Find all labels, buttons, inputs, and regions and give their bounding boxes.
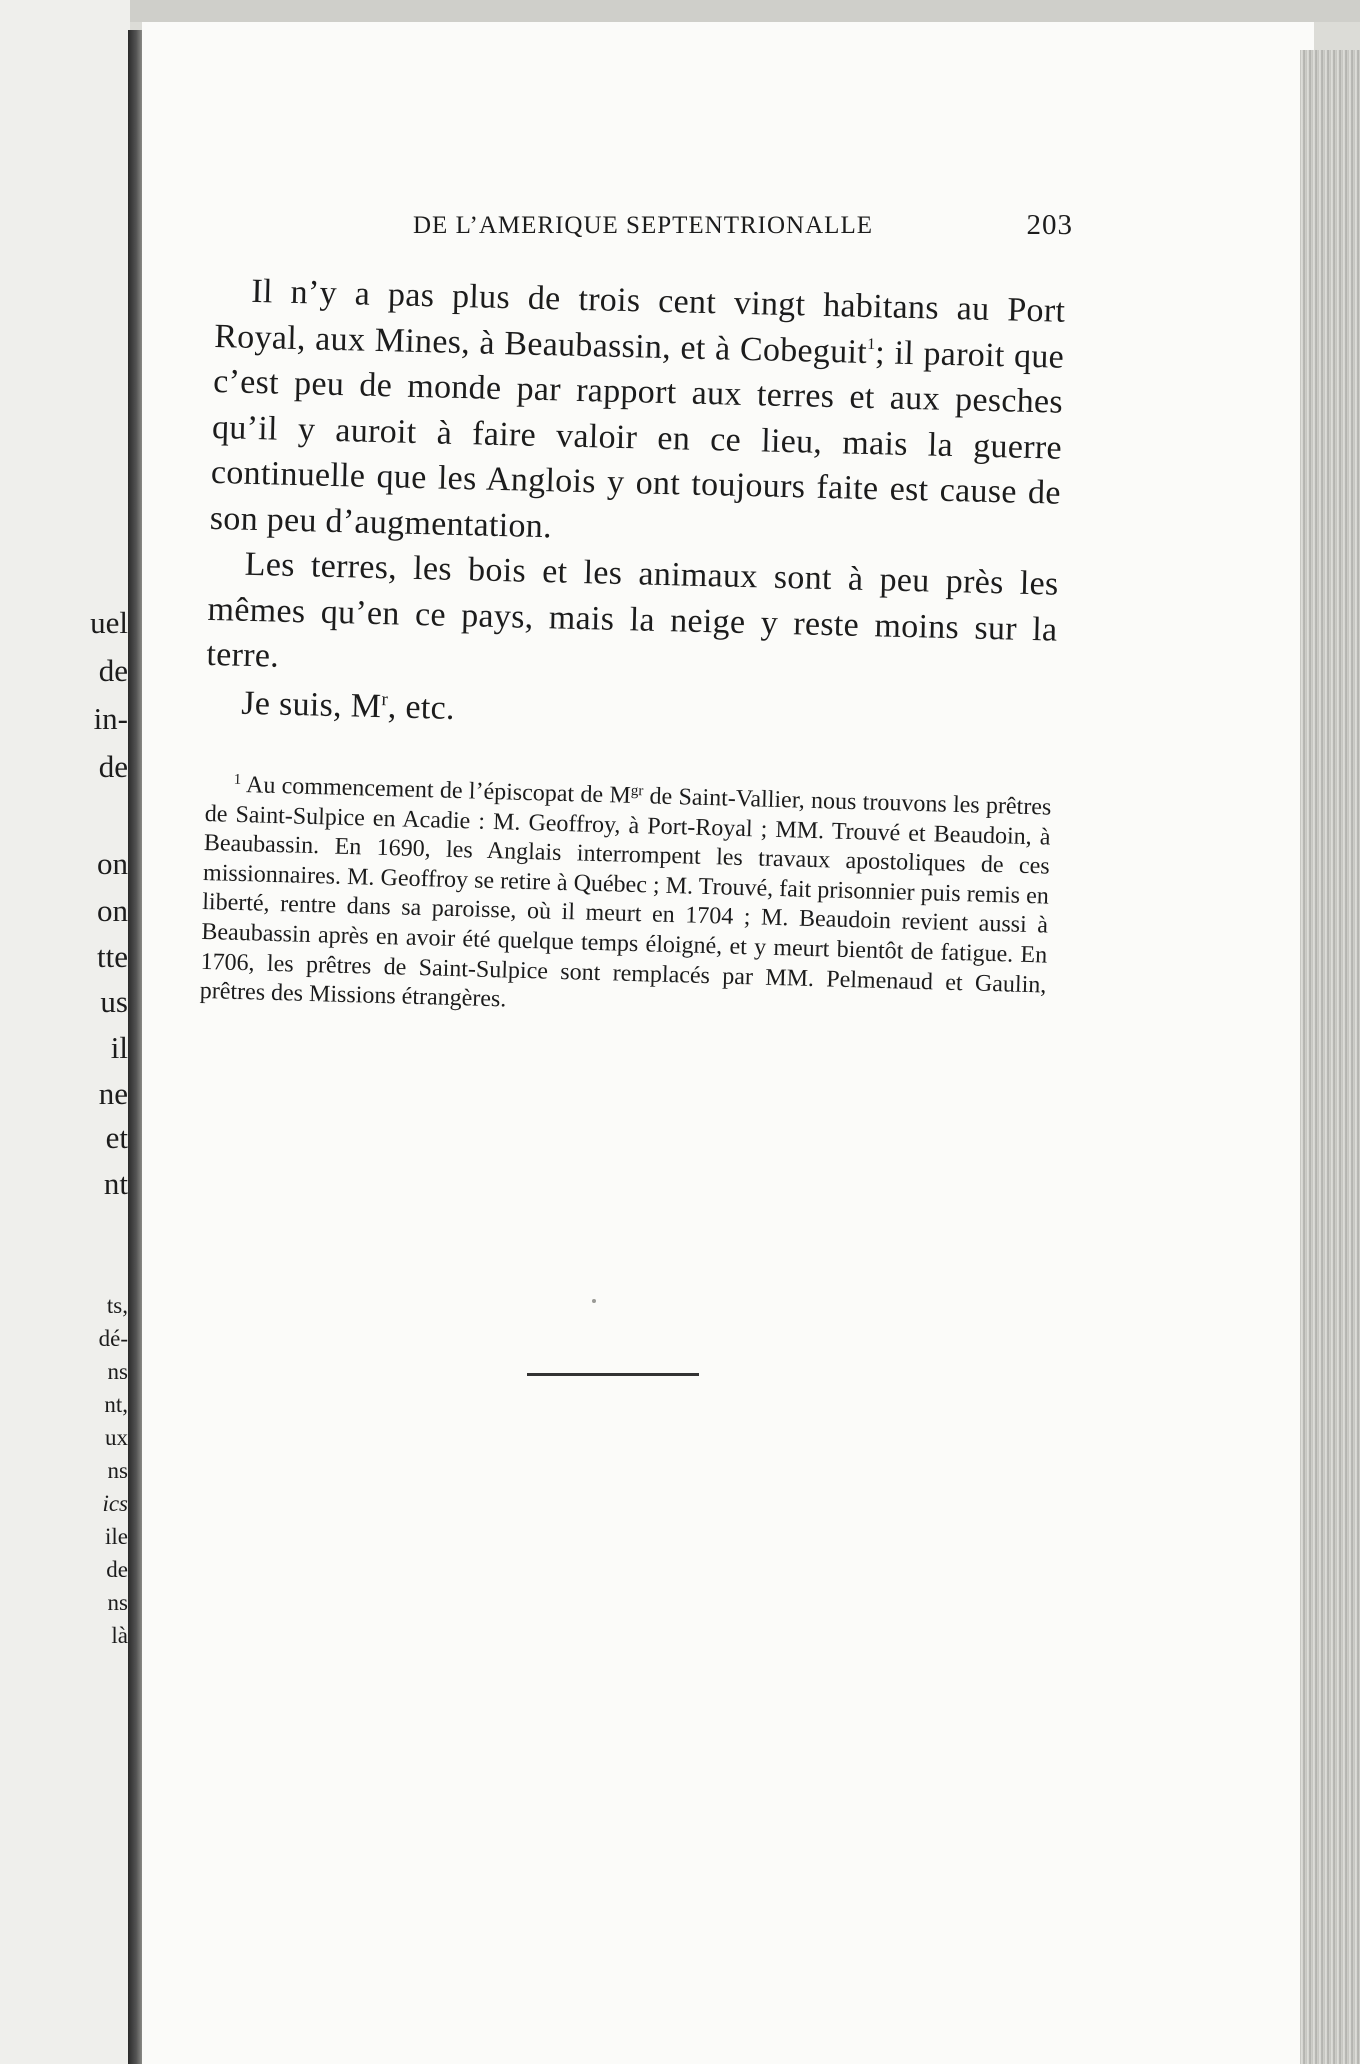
page-header	[413, 207, 1073, 247]
facing-line: on	[97, 893, 128, 928]
footnote-marker: 1	[233, 771, 242, 788]
facing-line: ns	[107, 1458, 128, 1483]
facing-line: de	[98, 653, 128, 688]
main-text	[205, 268, 1066, 746]
facing-line: dé-	[98, 1326, 128, 1351]
facing-line: in-	[93, 701, 128, 736]
facing-line: de	[98, 749, 128, 784]
facing-line: us	[100, 984, 128, 1019]
paragraph-text: Il n’y a pas plus de trois cent vingt habitans au Port Royal, aux Mines, à Beaubassin, et à Cobeguit	[213, 272, 1066, 371]
facing-line: ux	[105, 1425, 128, 1450]
facing-line: il	[110, 1030, 128, 1065]
paragraph: Les terres, les bois et les animaux sont à peu près les mêmes qu’en ce pays, mais la neige y reste moins sur la terre.	[206, 545, 1059, 675]
page-number: 203	[1026, 209, 1073, 241]
closing-text: Je suis, M	[240, 684, 382, 725]
footnote-text: de Saint-Vallier, nous trouvons les prêtres de Saint-Sulpice en Acadie : M. Geoffroy, à Port-Royal ; MM. Trouvé et Beaudoin, à Beaubassin. En 1690, les Anglais interrompent les travaux apostoliques de ces missionnaires. M. Geoffroy se retire à Québec ; M. Trouvé, fait prisonnier puis remis en liberté, rentre dans sa paroisse, où il meurt en 1704 ; M. Beaudoin revient aussi à Beaubassin après en avoir été quelque temps éloigné, et y meurt bientôt de fatigue. En 1706, les prêtres de Saint-Sulpice sont remplacés par MM. Pelmenaud et Gaulin, prêtres des Missions étrangères.	[199, 783, 1052, 1013]
facing-line: nt,	[104, 1392, 128, 1417]
facing-line: uel	[90, 605, 128, 640]
closing-text: , etc.	[387, 687, 456, 727]
book-gutter	[128, 30, 142, 2064]
running-title: DE L’AMERIQUE SEPTENTRIONALLE	[413, 212, 873, 239]
facing-line: de	[106, 1557, 128, 1582]
facing-line: et	[105, 1120, 128, 1155]
paragraph	[209, 268, 1065, 562]
facing-page	[0, 0, 130, 2064]
footnote-reference: 1	[867, 335, 876, 353]
facing-line: ne	[98, 1076, 128, 1111]
footnote	[199, 770, 1051, 1030]
facing-line: on	[97, 846, 128, 881]
facing-line: ics	[102, 1491, 128, 1516]
page-edges	[1300, 50, 1360, 2064]
facing-line: ts,	[106, 1293, 128, 1318]
facing-page-text	[0, 0, 128, 2064]
end-rule	[527, 1373, 699, 1376]
facing-line: ns	[107, 1359, 128, 1384]
facing-line: nt	[103, 1166, 128, 1201]
facing-line: là	[111, 1623, 128, 1648]
facing-line: tte	[97, 939, 128, 974]
paper-speck	[592, 1299, 596, 1303]
facing-line: ns	[107, 1590, 128, 1615]
paragraph-text: ; il paroit que c’est peu de monde par rapport aux terres et aux pesches qu’il y auroit à faire valoir en ce lieu, mais la guerre continuelle que les Anglois y ont toujours faite est cause de son peu d’augmentation.	[209, 333, 1065, 545]
facing-line: ile	[105, 1524, 128, 1549]
closing-superscript: r	[381, 688, 389, 710]
footnote-superscript: gr	[630, 782, 644, 800]
footnote-text: Au commencement de l’épiscopat de M	[240, 771, 632, 809]
top-edge	[0, 0, 1360, 22]
